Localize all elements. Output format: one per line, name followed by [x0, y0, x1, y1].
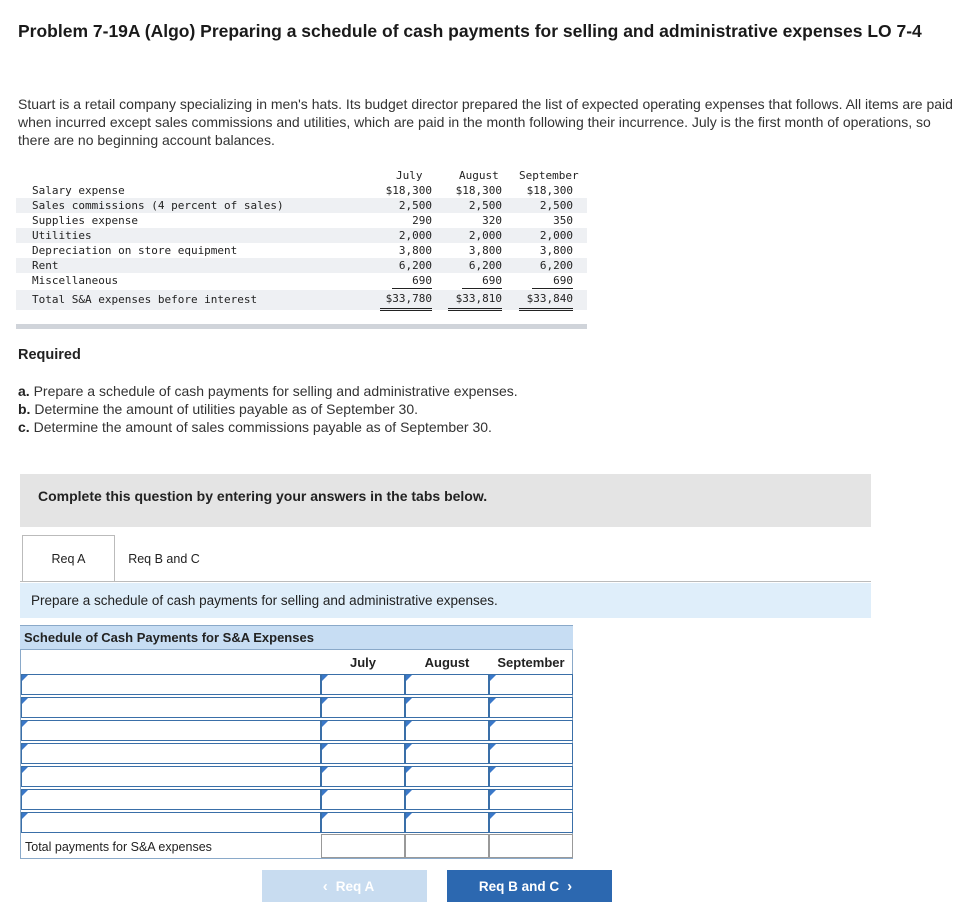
exp-header-september: September — [519, 169, 579, 182]
complete-banner — [20, 474, 871, 527]
schedule-input-august[interactable] — [406, 698, 488, 717]
expense-row: Salary expense $18,300 $18,300 $18,300 — [32, 184, 573, 197]
required-item-b: b. Determine the amount of utilities payable as of September 30. — [18, 401, 419, 417]
dropdown-marker-icon — [322, 813, 328, 819]
schedule-cell-label[interactable] — [21, 812, 321, 833]
dropdown-marker-icon — [22, 698, 28, 704]
tab-req-a[interactable]: Req A — [22, 535, 115, 582]
exp-header-july: July — [396, 169, 423, 182]
total-input-september[interactable] — [490, 835, 572, 857]
expense-table — [16, 166, 587, 329]
schedule-input-september[interactable] — [490, 813, 572, 832]
expense-row: Depreciation on store equipment 3,800 3,800 3,800 — [32, 244, 573, 257]
schedule-cell-label[interactable] — [21, 789, 321, 810]
dropdown-marker-icon — [406, 790, 412, 796]
schedule-cell-july[interactable] — [321, 766, 405, 787]
dropdown-marker-icon — [322, 744, 328, 750]
col-header-september: September — [497, 654, 565, 670]
schedule-cell-label[interactable] — [21, 720, 321, 741]
dropdown-marker-icon — [406, 698, 412, 704]
dropdown-marker-icon — [490, 721, 496, 727]
required-list — [18, 382, 518, 436]
schedule-cell-august[interactable] — [405, 720, 489, 741]
dropdown-marker-icon — [22, 744, 28, 750]
schedule-cell-august[interactable] — [405, 789, 489, 810]
schedule-cell-july[interactable] — [321, 743, 405, 764]
chevron-right-icon: › — [567, 877, 573, 895]
schedule-cell-label[interactable] — [21, 674, 321, 695]
dropdown-marker-icon — [22, 675, 28, 681]
schedule-cell-july[interactable] — [321, 720, 405, 741]
dropdown-marker-icon — [406, 675, 412, 681]
schedule-cell-july[interactable] — [321, 812, 405, 833]
schedule-input-august[interactable] — [406, 790, 488, 809]
total-cell-september[interactable] — [489, 834, 573, 858]
dropdown-marker-icon — [490, 790, 496, 796]
schedule-input-july[interactable] — [322, 767, 404, 786]
dropdown-marker-icon — [490, 767, 496, 773]
schedule-input-july[interactable] — [322, 813, 404, 832]
dropdown-marker-icon — [22, 790, 28, 796]
expense-total-row: Total S&A expenses before interest $33,780 $33,810 $33,840 — [16, 290, 587, 310]
dropdown-marker-icon — [406, 813, 412, 819]
schedule-input-july[interactable] — [322, 744, 404, 763]
dropdown-marker-icon — [490, 675, 496, 681]
tab-req-b-and-c[interactable]: Req B and C — [128, 551, 200, 566]
schedule-input-july[interactable] — [322, 721, 404, 740]
expense-row: Miscellaneous 690 690 690 — [32, 274, 573, 287]
schedule-input-august[interactable] — [406, 675, 488, 694]
schedule-input-august[interactable] — [406, 813, 488, 832]
schedule-input-september[interactable] — [490, 767, 572, 786]
schedule-cell-august[interactable] — [405, 697, 489, 718]
schedule-input-august[interactable] — [406, 721, 488, 740]
schedule-title: Schedule of Cash Payments for S&A Expenses — [20, 626, 573, 650]
exp-header-august: August — [459, 169, 499, 182]
dropdown-marker-icon — [490, 813, 496, 819]
dropdown-marker-icon — [322, 675, 328, 681]
schedule-input-september[interactable] — [490, 675, 572, 694]
total-cell-august[interactable] — [405, 834, 489, 858]
schedule-cell-july[interactable] — [321, 697, 405, 718]
schedule-cell-august[interactable] — [405, 674, 489, 695]
col-header-august: August — [424, 654, 470, 670]
schedule-input-label[interactable] — [22, 790, 320, 809]
chevron-left-icon: ‹ — [322, 877, 328, 895]
total-cell-july[interactable] — [321, 834, 405, 858]
dropdown-marker-icon — [22, 813, 28, 819]
required-item-c: c. Determine the amount of sales commissions payable as of September 30. — [18, 419, 492, 435]
schedule-input-label[interactable] — [22, 767, 320, 786]
required-item-a: a. Prepare a schedule of cash payments for selling and administrative expenses. — [18, 383, 518, 399]
dropdown-marker-icon — [22, 767, 28, 773]
schedule-input-september[interactable] — [490, 721, 572, 740]
schedule-input-label[interactable] — [22, 721, 320, 740]
schedule-cell-september[interactable] — [489, 789, 573, 810]
schedule-cell-label[interactable] — [21, 766, 321, 787]
schedule-cell-august[interactable] — [405, 743, 489, 764]
dropdown-marker-icon — [406, 767, 412, 773]
schedule-input-september[interactable] — [490, 790, 572, 809]
schedule-input-label[interactable] — [22, 698, 320, 717]
expense-row: Sales commissions (4 percent of sales) 2,500 2,500 2,500 — [16, 198, 587, 213]
schedule-cell-september[interactable] — [489, 674, 573, 695]
schedule-input-label[interactable] — [22, 675, 320, 694]
dropdown-marker-icon — [322, 767, 328, 773]
schedule-input-july[interactable] — [322, 698, 404, 717]
dropdown-marker-icon — [322, 790, 328, 796]
total-input-august[interactable] — [406, 835, 488, 857]
expense-row: Utilities 2,000 2,000 2,000 — [16, 228, 587, 243]
col-header-july: July — [349, 654, 376, 670]
schedule-input-august[interactable] — [406, 744, 488, 763]
schedule-cell-september[interactable] — [489, 743, 573, 764]
required-heading: Required — [18, 347, 81, 363]
schedule-cell-label[interactable] — [21, 743, 321, 764]
schedule-cell-september[interactable] — [489, 697, 573, 718]
page-title: Problem 7-19A (Algo) Preparing a schedule of cash payments for selling and administrative expenses LO 7-4 — [18, 21, 922, 41]
schedule-cell-august[interactable] — [405, 812, 489, 833]
dropdown-marker-icon — [406, 744, 412, 750]
schedule-cell-label[interactable] — [21, 697, 321, 718]
complete-prompt: Complete this question by entering your answers in the tabs below. — [38, 488, 488, 504]
expense-row: Supplies expense 290 320 350 — [32, 214, 573, 227]
next-tab-button[interactable]: Req B and C › — [447, 870, 612, 902]
schedule-cell-september[interactable] — [489, 812, 573, 833]
tab-divider — [20, 581, 871, 582]
dropdown-marker-icon — [322, 698, 328, 704]
schedule-input-label[interactable] — [22, 744, 320, 763]
expense-row: Rent 6,200 6,200 6,200 — [16, 258, 587, 273]
schedule-input-label[interactable] — [22, 813, 320, 832]
schedule-cell-september[interactable] — [489, 766, 573, 787]
schedule-input-september[interactable] — [490, 698, 572, 717]
schedule-input-september[interactable] — [490, 744, 572, 763]
instruction-text: Prepare a schedule of cash payments for selling and administrative expenses. — [31, 593, 498, 608]
dropdown-marker-icon — [406, 721, 412, 727]
schedule-cell-july[interactable] — [321, 789, 405, 810]
dropdown-marker-icon — [490, 744, 496, 750]
schedule-cell-july[interactable] — [321, 674, 405, 695]
schedule-input-august[interactable] — [406, 767, 488, 786]
schedule-cell-september[interactable] — [489, 720, 573, 741]
dropdown-marker-icon — [322, 721, 328, 727]
total-payments-label: Total payments for S&A expenses — [25, 840, 212, 854]
dropdown-marker-icon — [22, 721, 28, 727]
prev-tab-button[interactable]: ‹ Req A — [262, 870, 427, 902]
instruction-bar — [20, 583, 871, 618]
schedule-input-july[interactable] — [322, 790, 404, 809]
schedule-cell-august[interactable] — [405, 766, 489, 787]
total-input-july[interactable] — [322, 835, 404, 857]
dropdown-marker-icon — [490, 698, 496, 704]
schedule-grid — [20, 625, 573, 859]
problem-intro: Stuart is a retail company specializing in men's hats. Its budget director prepared the list of expected operating expenses that follows. All items are paid when incurred except sales commissions and utilities, which are paid in the month following their incurrence. July is the first month of operations, so there are no beginning account balances. — [18, 96, 953, 148]
schedule-input-july[interactable] — [322, 675, 404, 694]
